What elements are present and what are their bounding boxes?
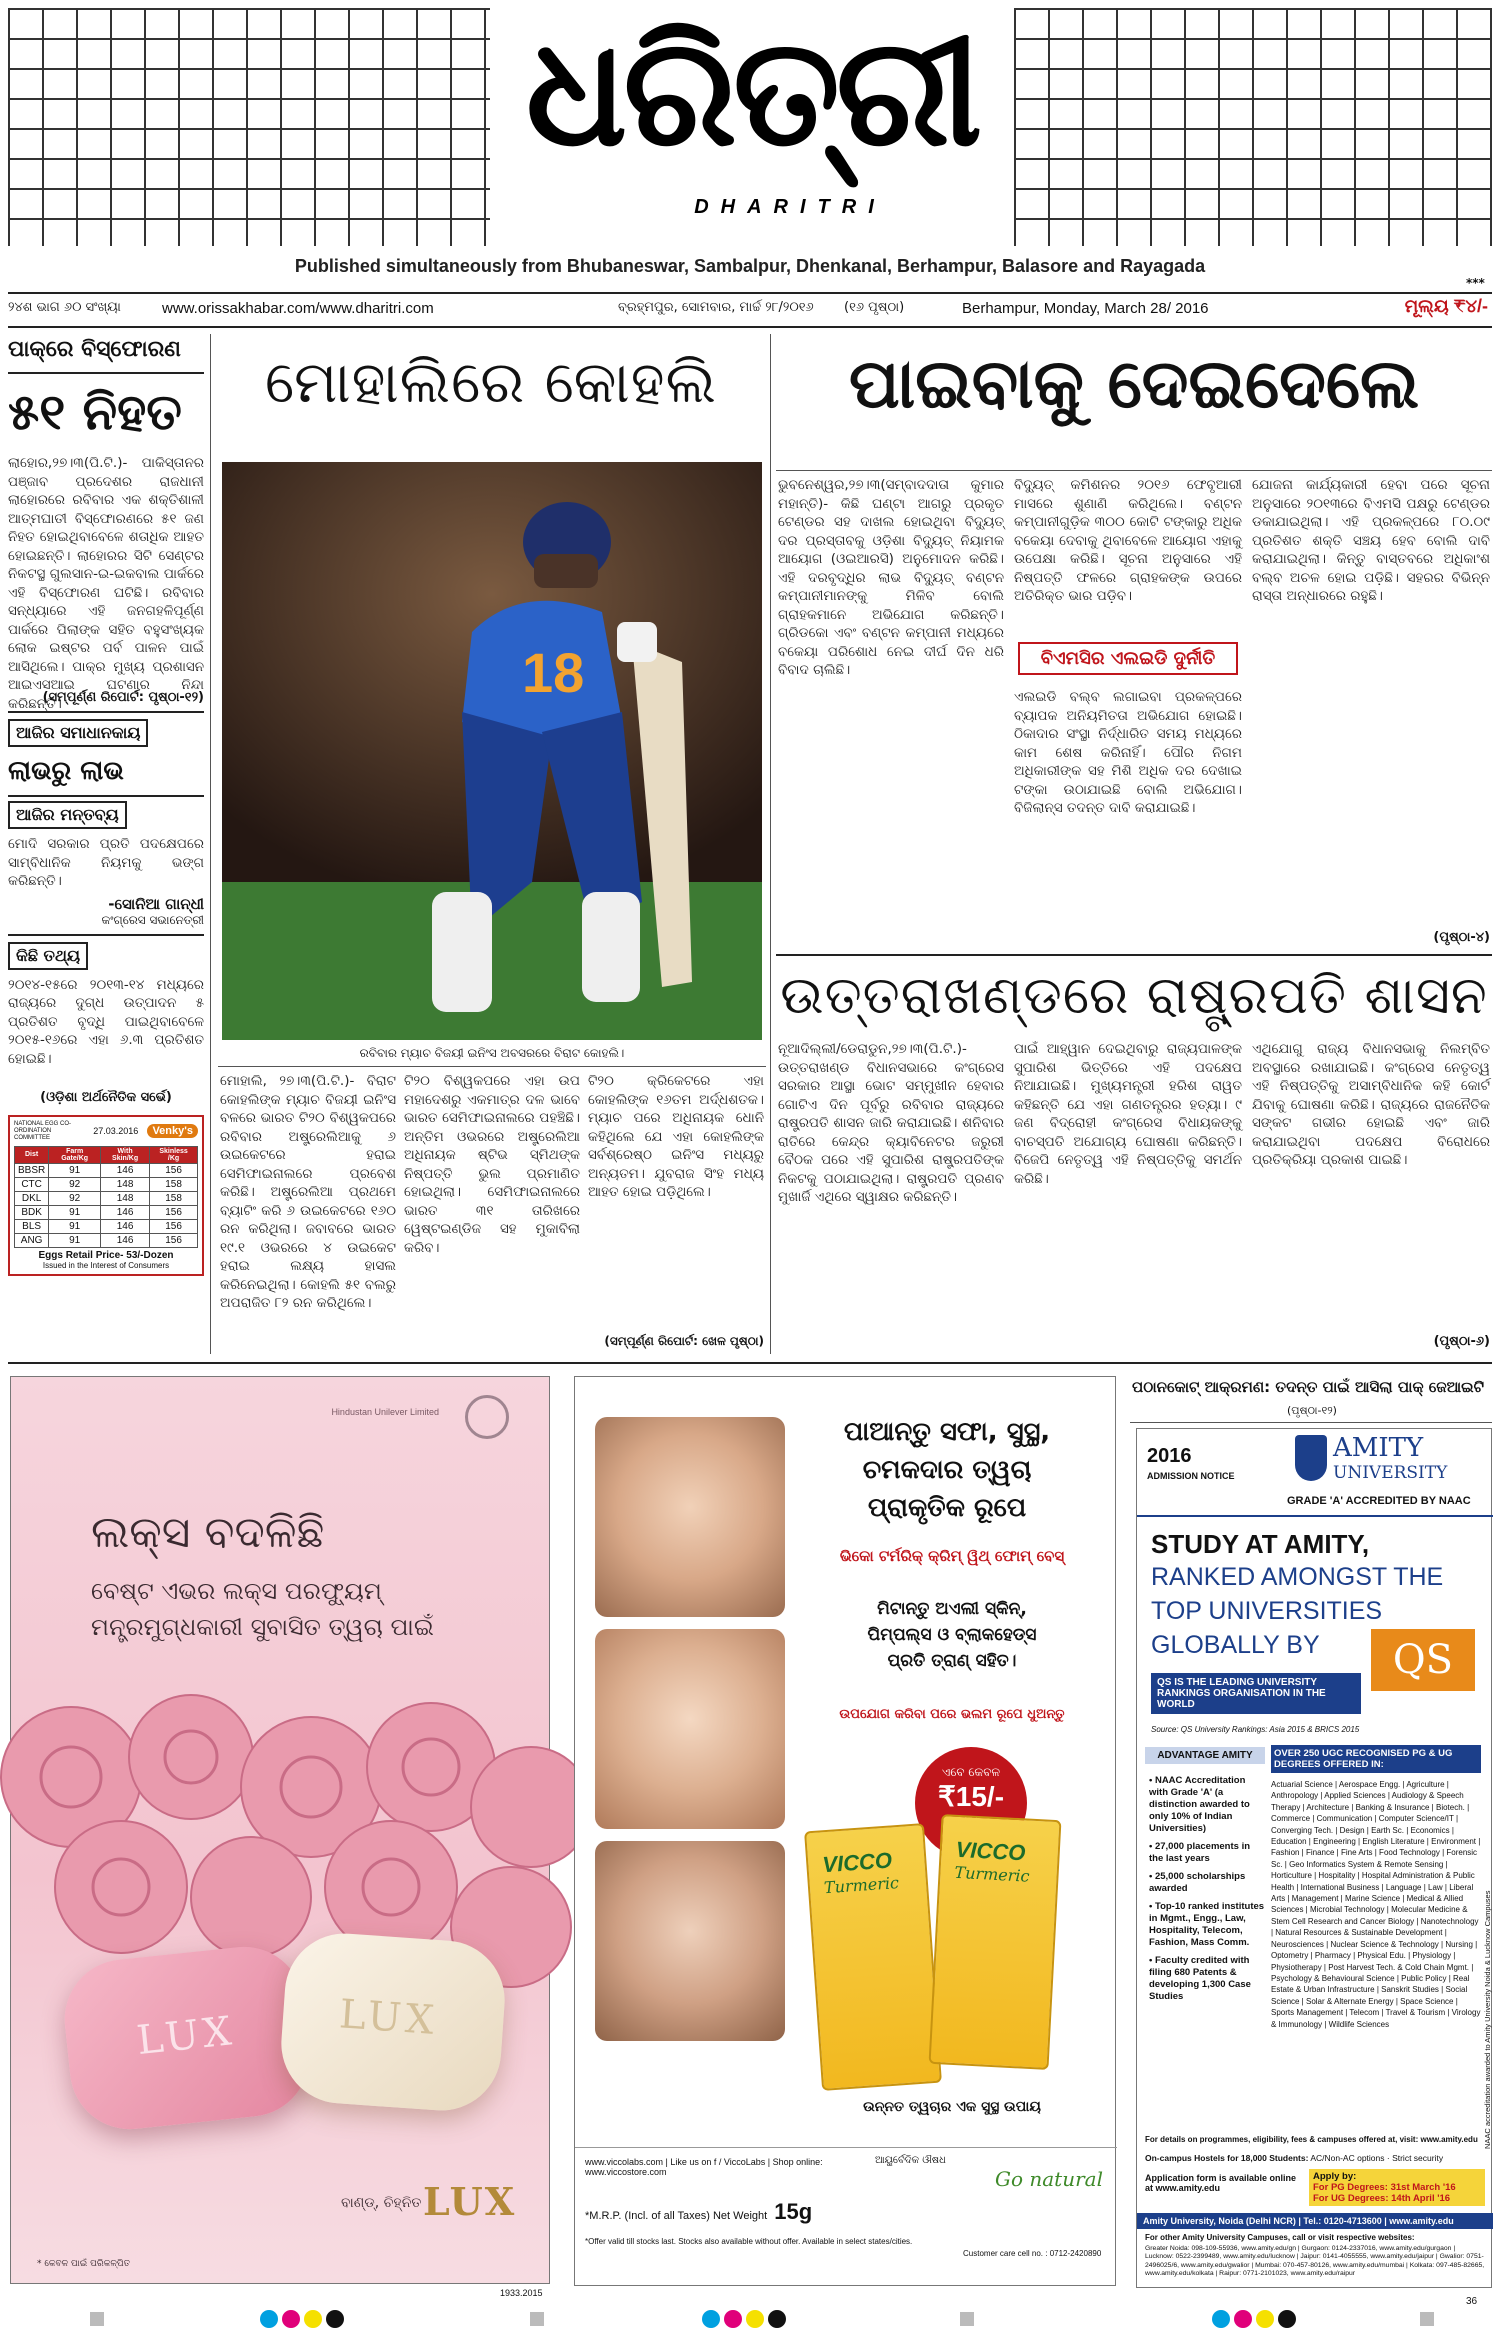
egg-table-cell: 91: [49, 1233, 101, 1247]
vicco-brand-sub: Turmeric: [954, 1862, 1030, 1886]
egg-table-cell: 146: [101, 1205, 150, 1219]
vicco-price: ₹15/-: [937, 1781, 1005, 1812]
amity-year: 2016: [1147, 1445, 1192, 1467]
egg-footer-2: Issued in the Interest of Consumers: [42, 1260, 170, 1270]
tathya-source: (ଓଡ଼ିଶା ଅର୍ଥନୈତିକ ସର୍ଭେ): [40, 1089, 172, 1105]
uttarakhand-body-col-1: ନୂଆଦିଲ୍ଲୀ/ଡେରାଡୁନ,୨୭।୩(ପି.ଟି.)- ଉତ୍ତରାଖଣ୍ଡ ବିଧାନସଭାରେ କଂଗ୍ରେସ ସରକାର ଆସ୍ଥା ଭୋଟ ସମ୍ମୁଖୀନ ହେବାର ଗୋଟିଏ ଦିନ ପୂର୍ବରୁ ରବିବାର ରାଜ୍ୟରେ ରାଷ୍ଟ୍ରପତି ଶାସନ ଜାରି କରାଯାଇଛି। ଶନିବାର ରାତିରେ କେନ୍ଦ୍ର କ୍ୟାବିନେଟର ଜରୁରୀ ବୈଠକ ପରେ ଏହି ସୁପାରିଶ ରାଷ୍ଟ୍ରପତିଙ୍କ ନିକଟକୁ ପଠାଯାଇଥିଲା। ରାଷ୍ଟ୍ରପତି ପ୍ରଣବ ମୁଖାର୍ଜି ଏଥିରେ ସ୍ୱାକ୍ଷର କରିଛନ୍ତି।: [778, 1041, 1004, 1205]
vicco-price-label: ଏବେ କେବଳ: [941, 1765, 1001, 1779]
cmyk-marks: [258, 2310, 346, 2332]
masthead-stars: ***: [1466, 276, 1485, 290]
egg-table-cell: 156: [150, 1205, 198, 1219]
vicco-face-3: [595, 1841, 785, 2041]
amity-offer-title: OVER 250 UGC RECOGNISED PG & UG DEGREES OFFERED IN:: [1271, 1745, 1481, 1773]
vicco-headline-2: ଚମକଦାର ତ୍ୱଚା: [862, 1455, 1032, 1485]
amity-side-note: NAAC accreditation awarded to Amity University Noida & Lucknow Campuses: [1483, 1890, 1492, 2149]
vicco-brand: VICCO: [821, 1847, 893, 1878]
egg-table-cell: 91: [49, 1205, 101, 1219]
egg-brand: Venky's: [147, 1124, 198, 1138]
svg-text:18: 18: [522, 641, 585, 704]
vicco-product-line: ଭିକୋ ଟର୍ମରିକ୍ କ୍ରିମ୍ ୱିଥ୍ ଫୋମ୍ ବେସ୍: [839, 1547, 1065, 1565]
power-headline-rule: [776, 470, 1492, 471]
egg-table-cell: 156: [150, 1233, 198, 1247]
power-body-col-2a: ବିଦ୍ୟୁତ୍ କମିଶନର ୨୦୧୬ ଫେବୃଆରୀ ମାସରେ ଶୁଣାଣି କରିଥିଲେ। ବଣ୍ଟନ କମ୍ପାନୀଗୁଡ଼ିକ ୩୦୦ କୋଟି ଟଙ୍କାରୁ ଅଧିକ ବକେୟା ଦେବାକୁ ଥିବାବେଳେ ଆୟୋଗ ଏହାକୁ ଉପେକ୍ଷା କରିଛି। ସୂଚନା ଅନୁସାରେ ଏହି ନିଷ୍ପତ୍ତି ଫଳରେ ଗ୍ରାହକଙ୍କ ଉପରେ ଅତିରିକ୍ତ ଭାର ପଡ଼ିବ।: [1014, 477, 1242, 604]
amity-pg-date: For PG Degrees: 31st March '16: [1313, 2182, 1456, 2193]
amity-grade: GRADE 'A' ACCREDITED BY NAAC: [1287, 1495, 1471, 1507]
egg-org: NATIONAL EGG CO-ORDINATION COMMITTEE: [14, 1120, 72, 1141]
vicco-weight: 15g: [774, 2199, 813, 2224]
egg-table-row: [15, 1219, 198, 1233]
amity-subjects: Actuarial Science | Aerospace Engg. | Agriculture | Anthropology | Applied Sciences | Audiology & Speech Therapy | Architecture | Banking & Insurance | Biotech. | Commerce | Communication | Computer Science/IT | Converging Tech. | Design | Earth Sc. | Economics | Education | Engineering | English Literature | Environment | Fashion | Finance | Fine Arts | Food Technology | Forensic Sc. | Geo Informatics System & Remote Sensing | Horticulture | Hospitality | Hospital Administration & Public Health | International Business | Language | Law | Liberal Arts | Management | Marine Science | Medical & Allied Sciences | Microbial Technology | Molecular Medicine & Stem Cell Research and Cancer Biology | Nanotechnology | Natural Resources & Sustainable Development | Neurosciences | Nuclear Science & Technology | Nursing | Optometry | Pharmacy | Physical Edu. | Physiology | Physiotherapy | Post Harvest Tech. & Cold Chain Mgmt. | Psychology & Behavioural Science | Public Policy | Real Estate & Urban Infrastructure | Sanskrit Studies | Social Science | Solar & Alternate Energy | Space Science | Sports Management | Telecom | Travel & Tourism | Virology & Immunology | Wildlife Sciences: [1271, 1780, 1481, 2029]
vicco-usage: ଉପଯୋଗ କରିବା ପରେ ଭଲମ ରୂପେ ଧୁଅନ୍ତୁ: [839, 1707, 1065, 1722]
power-bottom-rule: [776, 954, 1492, 956]
vicco-brand-sub: Turmeric: [823, 1873, 900, 1898]
kohli-body-col-3: ଟି୨୦ କ୍ରିକେଟରେ ଏହା କୋହଲିଙ୍କ ୧୬ତମ ଅର୍ଦ୍ଧଶତକ। ମ୍ୟାଚ ପରେ ଅଧିନାୟକ ଧୋନି କହିଥିଲେ ଯେ ଏହା କୋହଲିଙ୍କ ସର୍ବଶ୍ରେଷ୍ଠ ଇନିଂସ ମଧ୍ୟରୁ ଅନ୍ୟତମ। ଯୁବରାଜ ସିଂହ ମଧ୍ୟ ଆହତ ହୋଇ ପଡ଼ିଥିଲେ।: [588, 1073, 764, 1200]
kohli-headline: ମୋହାଲିରେ କୋହଲି: [264, 348, 718, 416]
egg-rate-box: [8, 1115, 204, 1276]
left-divider: [8, 795, 204, 797]
amity-apply-online: Application form is available online at www.amity.edu: [1145, 2173, 1297, 2193]
egg-table-cell: 91: [49, 1163, 101, 1177]
pathankot-rule: [1130, 1422, 1492, 1423]
vicco-bottom-tag: ଉନ୍ନତ ତ୍ୱଚାର ଏକ ସୁସ୍ଥ ଉପାୟ: [863, 2099, 1041, 2115]
amity-ug-date: For UG Degrees: 14th April '16: [1313, 2193, 1451, 2204]
uttarakhand-body-col-2: ପାଇଁ ଆହ୍ୱାନ ଦେଇଥିବାରୁ ରାଜ୍ୟପାଳଙ୍କ ସୁପାରିଶ ଭିତ୍ତିରେ ଏହି ପଦକ୍ଷେପ ନିଆଯାଇଛି। ମୁଖ୍ୟମନ୍ତ୍ରୀ ହରିଶ ରାୱତ କହିଛନ୍ତି ଯେ ଏହା ଗଣତନ୍ତ୍ରର ହତ୍ୟା। ୯ ଜଣ ବିଦ୍ରୋହୀ କଂଗ୍ରେସ ବିଧାୟକଙ୍କୁ ବାଚସ୍ପତି ଅଯୋଗ୍ୟ ଘୋଷଣା କରିଛନ୍ତି। ବିଜେପି ନେତୃତ୍ୱ ଏହି ନିଷ୍ପତ୍ତିକୁ ସମର୍ଥନ କରିଛି।: [1014, 1041, 1242, 1187]
blast-body: ଲାହୋର,୨୭।୩(ପି.ଟି.)- ପାକିସ୍ତାନର ପଞ୍ଜାବ ପ୍ରଦେଶର ରାଜଧାନୀ ଲାହୋରରେ ରବିବାର ଏକ ଶକ୍ତିଶାଳୀ ଆତ୍ମଘାତୀ ବିସ୍ଫୋରଣରେ ୫୧ ଜଣ ନିହତ ହୋଇଥିବାବେଳେ ଶତାଧିକ ଆହତ ହୋଇଛନ୍ତି। ଲାହୋରର ସିଟି ସେଣ୍ଟର ନିକଟସ୍ଥ ଗୁଲସାନ-ଇ-ଇକବାଲ ପାର୍କରେ ଏହି ବିସ୍ଫୋରଣ ଘଟିଛି। ରବିବାର ସନ୍ଧ୍ୟାରେ ଏହି ଜନଗହଳିପୂର୍ଣ୍ଣ ପାର୍କରେ ପିଲାଙ୍କ ସହିତ ବହୁସଂଖ୍ୟକ ଲୋକ ଇଷ୍ଟର ପର୍ବ ପାଳନ ପାଇଁ ଆସିଥିଲେ। ପାକ୍‌ର ମୁଖ୍ୟ ପ୍ରଶାସନ ଆଇଏସଆଇ ଘଟଣାର ନିନ୍ଦା କରିଛନ୍ତି।: [8, 455, 204, 712]
vicco-care: Customer care cell no. : 0712-2420890: [963, 2249, 1102, 2258]
amity-advantage-item: • Faculty credited with filing 680 Patents & developing 1,300 Case Studies: [1149, 1955, 1251, 2002]
vicco-tube-1: [804, 1823, 942, 2091]
egg-date: 27.03.2016: [93, 1126, 139, 1136]
dateline-rule-top: [8, 292, 1492, 294]
print-mark: [1420, 2312, 1434, 2326]
amity-h4: GLOBALLY BY: [1151, 1631, 1320, 1659]
vicco-ayur: ଆୟୁର୍ବେଦିକ ଔଷଧ: [875, 2155, 946, 2166]
cmyk-marks: [700, 2310, 788, 2332]
tathya-body: ୨୦୧୪-୧୫ରେ ୨୦୧୩-୧୪ ମଧ୍ୟରେ ରାଜ୍ୟରେ ଦୁଗ୍ଧ ଉତ୍ପାଦନ ୫ ପ୍ରତିଶତ ବୃଦ୍ଧି ପାଇଥିବାବେଳେ ୨୦୧୫-୧୬ରେ ଏହା ୬.୩ ପ୍ରତିଶତ ହୋଇଛି।: [8, 976, 204, 1067]
egg-table-cell: BBSR: [15, 1163, 49, 1177]
egg-table-row: [15, 1177, 198, 1191]
egg-table-cell: 91: [49, 1219, 101, 1233]
amity-admission: ADMISSION NOTICE: [1147, 1471, 1235, 1481]
vicco-headline-3: ପ୍ରାକୃତିକ ରୂପେ: [867, 1493, 1027, 1523]
amity-apply-box: [1309, 2169, 1485, 2206]
page-number: 36: [1466, 2296, 1478, 2307]
power-body-col-3: ଯୋଜନା କାର୍ଯ୍ୟକାରୀ ହେବା ପରେ ସୂଚନା ଅନୁସାରେ ୨୦୧୩ରେ ବିଏମସି ପକ୍ଷରୁ ଟେଣ୍ଡର ଡକାଯାଇଥିଲା। ଏହି ପ୍ରକଳ୍ପରେ ୮୦.୦୯ ପ୍ରତିଶତ ଶକ୍ତି ସଞ୍ଚୟ ହେବ ବୋଲି ଦାବି କରାଯାଇଥିଲା। କିନ୍ତୁ ବାସ୍ତବରେ ଅଧିକାଂଶ ବଲ୍ବ ଅଚଳ ହୋଇ ପଡ଼ିଛି। ସହରର ବିଭିନ୍ନ ରାସ୍ତା ଅନ୍ଧାରରେ ରହୁଛି।: [1252, 477, 1490, 604]
amity-details: For details on programmes, eligibility, fees & campuses offered at, visit: www.amity.edu: [1145, 2135, 1478, 2144]
amity-campuses: Greater Noida: 098-109-55936, www.amity.edu/gn | Gurgaon: 0124-2337016, www.amity.edu/gurgaon | Lucknow: 0522-2399489, www.amity.edu/lucknow | Jaipur: 0141-4055555, www.amity.edu/jaipur | Gwalior: 0751-2496025/6, www.amity.edu/gwalior | Mumbai: 070-457-80126, www.amity.edu/mumbai | Kolkata: 097-485-82665, www.amity.edu/kolkata | Raipur: 0771-2101023, www.amity.edu/raipur: [1145, 2245, 1485, 2278]
egg-table-row: [15, 1233, 198, 1247]
blast-more: (ସମ୍ପୂର୍ଣ୍ଣ ରିପୋର୍ଟ: ପୃଷ୍ଠା-୧୨): [42, 690, 204, 705]
vicco-face-1: [595, 1417, 785, 1617]
vicco-mrp: [585, 2199, 1115, 2225]
egg-table-cell: 156: [150, 1163, 198, 1177]
vicco-footer-rule: [575, 2147, 1117, 2148]
amity-uni-1: AMITY: [1333, 1433, 1424, 1463]
dateline-date-odia: ବ୍ରହ୍ମପୁର, ସୋମବାର, ମାର୍ଚ୍ଚ ୨୮/୨୦୧୬: [618, 300, 814, 315]
dateline-issue: ୨୪ଶ ଭାଗ ୬୦ ସଂଖ୍ୟା: [8, 300, 121, 315]
print-mark: [90, 2312, 104, 2326]
egg-footer-1: Eggs Retail Price- 53/-Dozen: [38, 1249, 174, 1261]
vicco-website[interactable]: www.viccolabs.com | Like us on f / ViccoLabs | Shop online: www.viccostore.com: [585, 2157, 823, 2177]
amity-h2: RANKED AMONGST THE: [1151, 1563, 1444, 1591]
print-mark: [960, 2312, 974, 2326]
kohli-caption-rule: [218, 1066, 766, 1067]
amity-address: Amity University, Noida (Delhi NCR) | Tel.: 0120-4713600 | www.amity.edu: [1137, 2213, 1493, 2229]
egg-table-header: Dist: [15, 1146, 49, 1163]
kohli-photo: [222, 462, 762, 1040]
amity-hostel-line: [1145, 2153, 1485, 2163]
power-headline: ପାଇବାକୁ ଦେଇଦେଲେ: [848, 345, 1420, 424]
amity-uni-2: UNIVERSITY: [1333, 1463, 1448, 1483]
vicco-desc-1: ମିଟାନ୍ତୁ ଅଏଲୀ ସ୍କିନ୍,: [877, 1599, 1027, 1619]
power-body-col-2b: ଏଲଇଡି ବଲ୍ବ ଲଗାଇବା ପ୍ରକଳ୍ପରେ ବ୍ୟାପକ ଅନିୟମିତତା ଅଭିଯୋଗ ହୋଇଛି। ଠିକାଦାର ସଂସ୍ଥା ନିର୍ଦ୍ଧାରିତ ସମୟ ମଧ୍ୟରେ କାମ ଶେଷ କରିନାହିଁ। ପୌର ନିଗମ ଅଧିକାରୀଙ୍କ ସହ ମିଶି ଅଧିକ ଦର ଦେଖାଇ ଟଙ୍କା ଉଠାଯାଇଛି ବୋଲି ଅଭିଯୋଗ। ବିଜିଲାନ୍ସ ତଦନ୍ତ ଦାବି କରାଯାଇଛି।: [1014, 689, 1242, 816]
masthead-grid-right: [1014, 8, 1492, 246]
vicco-headline-1: ପାଆନ୍ତୁ ସଫା, ସୁସ୍ଥ,: [843, 1417, 1051, 1447]
masthead-grid-left: [8, 8, 490, 246]
pathankot-page: (ପୃଷ୍ଠା-୧୨): [1287, 1404, 1337, 1417]
egg-table-row: [15, 1205, 198, 1219]
lux-sub-1: ବେଷ୍ଟ ଏଭର ଲକ୍ସ ପରଫ୍ୟୁମ୍: [91, 1577, 382, 1605]
vicco-brand: VICCO: [955, 1836, 1027, 1866]
column-rule-2: [770, 334, 771, 1354]
egg-table-header: Farm Gate/Kg: [49, 1146, 101, 1163]
lux-ad[interactable]: [10, 1376, 550, 2284]
kohli-more: (ସମ୍ପୂର୍ଣ୍ଣ ରିପୋର୍ଟ: ଖେଳ ପୃଷ୍ଠା): [604, 1334, 764, 1348]
egg-rate-table: [14, 1146, 198, 1248]
blast-kicker: ପାକ୍‌ରେ ବିସ୍ଫୋରଣ: [8, 337, 181, 362]
vicco-mrp-text: *M.R.P. (Incl. of all Taxes) Net Weight: [585, 2210, 768, 2222]
lux-soap-label: LUX: [134, 2008, 238, 2065]
egg-table-cell: 158: [150, 1191, 198, 1205]
egg-table-cell: 92: [49, 1191, 101, 1205]
egg-table-cell: BDK: [15, 1205, 49, 1219]
amity-adv-title: ADVANTAGE AMITY: [1145, 1747, 1265, 1764]
egg-table-cell: 148: [101, 1191, 150, 1205]
amity-ad[interactable]: [1136, 1428, 1492, 2288]
samadhan-title: ଆଜିର ସମାଧାନକାୟ: [8, 719, 148, 747]
left-divider: [8, 372, 204, 374]
cmyk-marks: [1210, 2310, 1298, 2332]
egg-table-cell: 156: [150, 1219, 198, 1233]
egg-table-row: [15, 1163, 198, 1177]
amity-qs-badge: [1371, 1629, 1475, 1691]
masthead-tagline: Published simultaneously from Bhubaneswar, Sambalpur, Dhenkanal, Berhampur, Balasore and Rayagada: [294, 256, 1206, 276]
lux-tag: ବାଣ୍ଡ୍, ଚିହ୍ନିତ: [341, 2195, 422, 2211]
lux-soap-pink: [59, 1941, 315, 2135]
dateline-website[interactable]: www.orissakhabar.com/www.dharitri.com: [162, 300, 434, 317]
amity-h1: STUDY AT AMITY,: [1151, 1529, 1370, 1559]
amity-apply-by: Apply by:: [1313, 2171, 1357, 2182]
vicco-desc-2: ପିମ୍ପଲ୍ସ ଓ ବ୍ଲାକହେଡ୍ସ: [867, 1625, 1037, 1645]
lux-brand: LUX: [423, 2179, 517, 2224]
kohli-body-col-1: ମୋହାଲି, ୨୭।୩(ପି.ଟି.)- ବିରାଟ କୋହଲିଙ୍କ ମ୍ୟାଚ ବିଜୟୀ ଇନିଂସ ବଳରେ ଭାରତ ଟି୨୦ ବିଶ୍ୱକପରେ ରବିବାର ଅଷ୍ଟ୍ରେଲିଆକୁ ୬ ଉଇକେଟରେ ହରାଇ ସେମିଫାଇନାଲରେ ପ୍ରବେଶ କରିଛି। ଅଷ୍ଟ୍ରେଲିଆ ପ୍ରଥମେ ବ୍ୟାଟିଂ କରି ୬ ଉଇକେଟରେ ୧୬୦ ରନ କରିଥିଲା। ଜବାବରେ ଭାରତ ୧୯.୧ ଓଭରରେ ୪ ଉଇକେଟ ହରାଇ ଲକ୍ଷ୍ୟ ହାସଲ କରିନେଇଥିଲା। କୋହଲି ୫୧ ବଲରୁ ଅପରାଜିତ ୮୨ ରନ କରିଥିଲେ।: [220, 1073, 396, 1311]
kohli-photo-caption: ରବିବାର ମ୍ୟାଚ ବିଜୟୀ ଇନିଂସ ଅବସରରେ ବିରାଟ କୋହଲି।: [359, 1046, 625, 1060]
dateline-price: ମୂଲ୍ୟ ₹୪/-: [1404, 296, 1488, 316]
left-divider: [8, 934, 204, 936]
egg-table-cell: ANG: [15, 1233, 49, 1247]
amity-hostel-opts: AC/Non-AC options · Strict security: [1310, 2153, 1444, 2163]
egg-table-cell: 158: [150, 1177, 198, 1191]
vicco-ad[interactable]: [574, 1376, 1116, 2286]
amity-other: For other Amity University Campuses, call or visit respective websites:: [1145, 2233, 1415, 2242]
lux-soap-cream: [277, 1930, 508, 2115]
tathya-title: କିଛି ତଥ୍ୟ: [8, 942, 88, 970]
lux-headline: ଲକ୍ସ ବଦଳିଛି: [91, 1507, 325, 1558]
vicco-offer: *Offer valid till stocks last. Stocks also available without offer. Available in select states/cities.: [585, 2237, 913, 2246]
dateline-rule-bottom: [8, 326, 1492, 328]
print-mark: [530, 2312, 544, 2326]
unilever-logo-icon: [465, 1395, 509, 1439]
uttarakhand-body-col-3: ଏଥିଯୋଗୁ ରାଜ୍ୟ ବିଧାନସଭାକୁ ନିଲମ୍ବିତ ଅବସ୍ଥାରେ ରଖାଯାଇଛି। କଂଗ୍ରେସ ନେତୃତ୍ୱ ଏହି ନିଷ୍ପତ୍ତିକୁ ଅସାମ୍ବିଧାନିକ କହି କୋର୍ଟ ଯିବାକୁ ଘୋଷଣା କରିଛି। ରାଜ୍ୟରେ ରାଜନୈତିକ ସଙ୍କଟ ଗଭୀର ହୋଇଛି ଏବଂ ଜାରି କରାଯାଇଥିବା ପଦକ୍ଷେପ ବିରୋଧରେ ପ୍ରତିକ୍ରିୟା ପ୍ରକାଶ ପାଇଛି।: [1252, 1041, 1490, 1168]
lux-sub-2: ମନ୍ତ୍ରମୁଗ୍ଧକାରୀ ସୁବାସିତ ତ୍ୱଚା ପାଇଁ: [91, 1613, 434, 1641]
samadhan-body: ଲାଭରୁ ଲାଭ: [8, 756, 124, 786]
egg-table-cell: BLS: [15, 1219, 49, 1233]
amity-logo-icon: [1295, 1435, 1327, 1481]
left-column: [8, 334, 204, 1360]
vicco-gonatural: Go natural: [995, 2167, 1103, 2191]
amity-hostels: On-campus Hostels for 18,000 Students:: [1145, 2153, 1309, 2163]
egg-table-row: [15, 1191, 198, 1205]
pathankot-line[interactable]: ପଠାନକୋଟ୍ ଆକ୍ରମଣ: ତଦନ୍ତ ପାଇଁ ଆସିଲା ପାକ୍ ଜେଆଇଟି: [1132, 1378, 1485, 1396]
column-rule-1: [210, 334, 211, 1354]
lux-maker: Hindustan Unilever Limited: [331, 1407, 439, 1417]
amity-source: Source: QS University Rankings: Asia 2015 & BRICS 2015: [1151, 1725, 1360, 1734]
power-body-col-1: ଭୁବନେଶ୍ୱର,୨୭।୩(ସମ୍ବାଦଦାତା କୁମାର ମହାନ୍ତି)- କିଛି ଘଣ୍ଟା ଆଗରୁ ପ୍ରକୃତ ଟେଣ୍ଡର ସହ ଦାଖଲ ହୋଇଥିବା ବିଦ୍ୟୁତ୍ ଦର ପ୍ରସ୍ତାବକୁ ଓଡ଼ିଶା ବିଦ୍ୟୁତ୍ ନିୟାମକ ଆୟୋଗ (ଓଇଆରସି) ଅନୁମୋଦନ କରିଛି। ଏହି ଦରବୃଦ୍ଧିର ଲାଭ ବିଦ୍ୟୁତ୍ ବଣ୍ଟନ କମ୍ପାନୀମାନଙ୍କୁ ମିଳିବ ବୋଲି ଗ୍ରାହକମାନେ ଅଭିଯୋଗ କରିଛନ୍ତି। ଗ୍ରିଡକୋ ଏବଂ ବଣ୍ଟନ କମ୍ପାନୀ ମଧ୍ୟରେ ବକେୟା ପରିଶୋଧ ନେଇ ଦୀର୍ଘ ଦିନ ଧରି ବିବାଦ ଚାଲିଛି।: [778, 477, 1004, 678]
amity-header-rule: [1137, 1515, 1493, 1517]
power-highlight: ବିଏମସିର ଏଲଇଡି ଦୁର୍ନୀତି: [1018, 642, 1238, 675]
amity-advantage-item: • Top-10 ranked institutes in Mgmt., Engg., Law, Hospitality, Telecom, Fashion, Mass Comm.: [1149, 1901, 1265, 1948]
lux-code: 1933.2015: [500, 2288, 543, 2298]
dateline-pages: (୧୬ ପୃଷ୍ଠା): [844, 300, 905, 315]
amity-qs: QS: [1392, 1637, 1454, 1683]
mantavya-title: ଆଜିର ମନ୍ତବ୍ୟ: [8, 801, 127, 829]
power-more: (ପୃଷ୍ଠା-୪): [1433, 930, 1490, 945]
egg-table-cell: DKL: [15, 1191, 49, 1205]
egg-table-cell: 148: [101, 1177, 150, 1191]
egg-table-cell: 146: [101, 1233, 150, 1247]
amity-advantage-item: • 25,000 scholarships awarded: [1149, 1871, 1246, 1894]
dateline-date-en: Berhampur, Monday, March 28/ 2016: [962, 300, 1209, 317]
amity-advantage-item: • NAAC Accreditation with Grade 'A' (a distinction awarded to only 10% of Indian Universities): [1149, 1775, 1250, 1834]
egg-table-cell: 146: [101, 1219, 150, 1233]
uttarakhand-headline: ଉତ୍ତରାଖଣ୍ଡରେ ରାଷ୍ଟ୍ରପତି ଶାସନ: [780, 966, 1488, 1026]
egg-table-cell: 92: [49, 1177, 101, 1191]
dateline: [8, 296, 1492, 324]
amity-advantages: [1149, 1775, 1265, 2009]
blast-headline: ୫୧ ନିହତ: [8, 383, 182, 441]
batsman-illustration: [222, 462, 762, 1040]
egg-table-cell: 146: [101, 1163, 150, 1177]
vicco-face-2: [595, 1629, 785, 1829]
mantavya-body: ମୋଦି ସରକାର ପ୍ରତି ପଦକ୍ଷେପରେ ସାମ୍ବିଧାନିକ ନିୟମକୁ ଭଙ୍ଗ କରିଛନ୍ତି।: [8, 836, 204, 889]
kohli-body-col-2: ଟି୨୦ ବିଶ୍ୱକପରେ ଏହା ଉପ ମହାଦେଶରୁ ଏକମାତ୍ର ଦଳ ଭାବେ ଭାରତ ସେମିଫାଇନାଲରେ ପହଞ୍ଚିଛି। ଅନ୍ତିମ ଓଭରରେ ଅଷ୍ଟ୍ରେଲିଆ ଅଧିନାୟକ ଷ୍ଟିଭ ସ୍ମିଥଙ୍କ ନିଷ୍ପତ୍ତି ଭୁଲ ପ୍ରମାଣିତ ହୋଇଥିଲା। ସେମିଫାଇନାଲରେ ଭାରତ ୩୧ ତାରିଖରେ ୱେଷ୍ଟଇଣ୍ଡିଜ ସହ ମୁକାବିଲା କରିବ।: [404, 1073, 580, 1256]
vicco-tube-2: [929, 1814, 1062, 2070]
amity-advantage-item: • 27,000 placements in the last years: [1149, 1841, 1251, 1864]
egg-table-header: With Skin/Kg: [101, 1146, 150, 1163]
lux-note: * କେବଳ ପାଇଁ ପରିକଳ୍ପିତ: [37, 2259, 131, 2269]
amity-qs-note: QS IS THE LEADING UNIVERSITY RANKINGS ORGANISATION IN THE WORLD: [1151, 1673, 1361, 1714]
ads-top-rule: [8, 1362, 1492, 1364]
logo-latin: DHARITRI: [694, 196, 886, 218]
uttarakhand-more: (ପୃଷ୍ଠା-୬): [1433, 1334, 1490, 1349]
mantavya-role: କଂଗ୍ରେସ ସଭାନେତ୍ରୀ: [101, 912, 204, 927]
masthead-logo: [490, 8, 1014, 238]
vicco-desc-3: ପ୍ରତି ତ୍ରାଣ୍ ସହିତ।: [887, 1651, 1017, 1671]
lux-soap-label: LUX: [337, 1991, 440, 2045]
amity-h3: TOP UNIVERSITIES: [1151, 1597, 1383, 1625]
egg-table-header: Skinless /Kg: [150, 1146, 198, 1163]
logo-odia: ଧରିତ୍ରୀ: [525, 6, 979, 180]
mantavya-by: -ସୋନିଆ ଗାନ୍ଧୀ: [108, 894, 204, 913]
egg-table-cell: CTC: [15, 1177, 49, 1191]
